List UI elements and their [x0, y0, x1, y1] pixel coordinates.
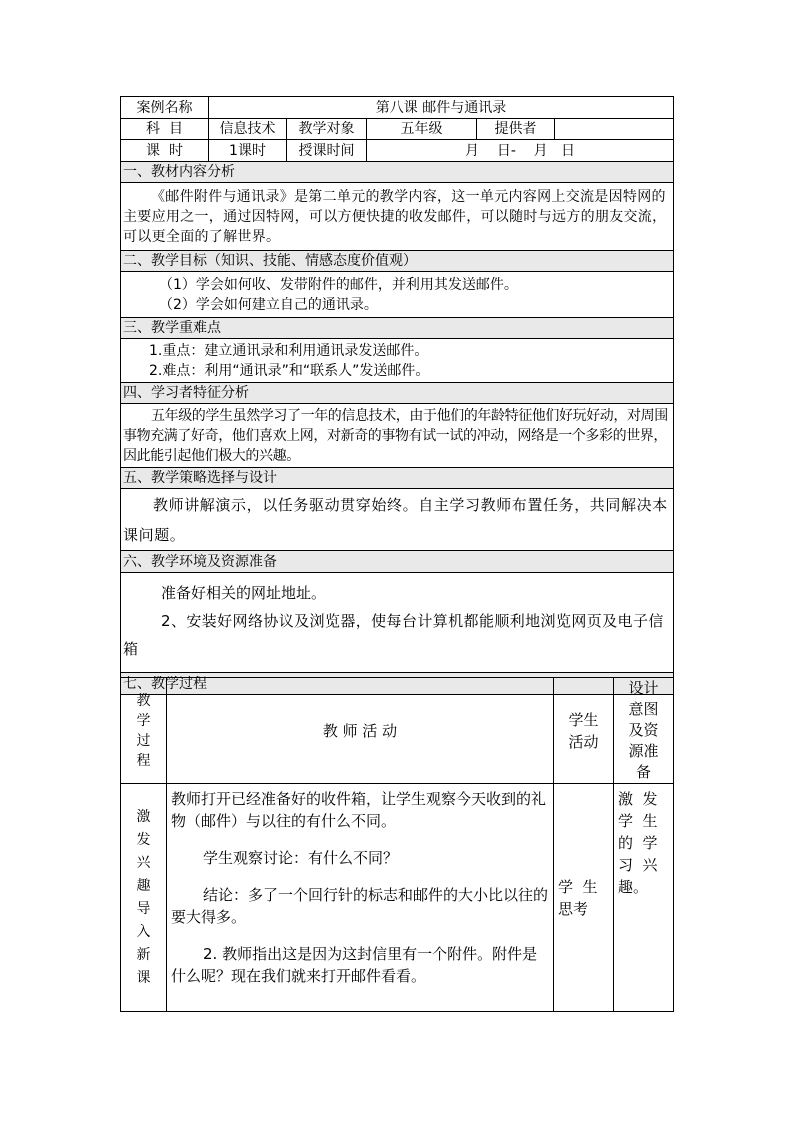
section-5-title: 五、教学策略选择与设计: [121, 468, 674, 489]
target-label: 教学对象: [287, 119, 367, 140]
provider-label: 提供者: [477, 119, 555, 140]
section-5-body: 教师讲解演示，以任务驱动贯穿始终。自主学习教师布置任务，共同解决本课问题。: [121, 489, 674, 551]
process-design-intent: 激 发 学 生 的 学 习 兴 趣。: [614, 784, 674, 1012]
target-value: 五年级: [367, 119, 477, 140]
teacher-step-3: 结论：多了一个回行针的标志和邮件的大小比以往的要大得多。: [171, 886, 549, 926]
subject-value: 信息技术: [209, 119, 287, 140]
section-4-body: 五年级的学生虽然学习了一年的信息技术，由于他们的年龄特征他们好玩好动，对周围事物充满了好奇，他们喜欢上网，对新奇的事物有试一试的冲动，网络是一个多彩的世界，因此能引起他们极大的兴趣。: [121, 404, 674, 468]
section-2-title: 二、教学目标（知识、技能、情感态度价值观）: [121, 251, 674, 272]
section-3-body: [121, 339, 674, 383]
key-point-1: 1.重点：建立通讯录和利用通讯录发送邮件。: [149, 342, 429, 359]
provider-value: [555, 119, 674, 140]
section-7-title: 七、教学过程: [121, 673, 674, 695]
hours-value: 1课时: [209, 140, 287, 162]
section-1-body: 《邮件附件与通讯录》是第二单元的教学内容，这一单元内容网上交流是因特网的主要应用之一，通过因特网，可以方便快捷的收发邮件，可以随时与远方的朋友交流，可以更全面的了解世界。: [121, 183, 674, 251]
process-col-teacher-header: 教 师 活 动: [167, 678, 554, 784]
teacher-step-1: 教师打开已经准备好的收件箱，让学生观察今天收到的礼物（邮件）与以往的有什么不同。: [171, 790, 547, 830]
case-name-label: 案例名称: [121, 97, 209, 119]
process-stage-intro: 激 发 兴 趣 导 入 新 课: [121, 784, 167, 1012]
resource-item-2: 2、安装好网络协议及浏览器，使每台计算机都能顺利地浏览网页及电子信箱: [123, 612, 664, 658]
process-col-design-header: 设计 意图 及资 源准 备: [614, 678, 674, 784]
hours-label: 课 时: [121, 140, 209, 162]
process-student-activity: 学 生 思考: [554, 784, 614, 1012]
section-6-body: [121, 573, 674, 673]
process-teacher-activity: [167, 784, 554, 1012]
time-value: 月 日- 月 日: [367, 140, 674, 162]
subject-label: 科 目: [121, 119, 209, 140]
section-2-body: [121, 272, 674, 318]
process-table: [120, 677, 674, 1012]
case-name-value: 第八课 邮件与通讯录: [209, 97, 674, 119]
goal-item-1: （1）学会如何收、发带附件的邮件，并利用其发送邮件。: [159, 276, 518, 293]
resource-item-1: 准备好相关的网址地址。: [161, 584, 327, 602]
process-col-stage-header: 教 学 过 程: [121, 678, 167, 784]
time-label: 授课时间: [287, 140, 367, 162]
teacher-step-4: 2. 教师指出这是因为这封信里有一个附件。附件是什么呢？现在我们就来打开邮件看看。: [171, 945, 538, 985]
key-point-2: 2.难点：利用“通讯录”和“联系人”发送邮件。: [149, 362, 430, 379]
teacher-step-2: 学生观察讨论：有什么不同？: [203, 849, 399, 867]
section-1-title: 一、教材内容分析: [121, 162, 674, 183]
goal-item-2: （2）学会如何建立自己的通讯录。: [159, 296, 378, 313]
section-4-title: 四、学习者特征分析: [121, 383, 674, 404]
section-3-title: 三、教学重难点: [121, 318, 674, 339]
section-6-title: 六、教学环境及资源准备: [121, 551, 674, 573]
process-col-student-header: 学生 活动: [554, 678, 614, 784]
lesson-plan-table: [120, 96, 674, 695]
